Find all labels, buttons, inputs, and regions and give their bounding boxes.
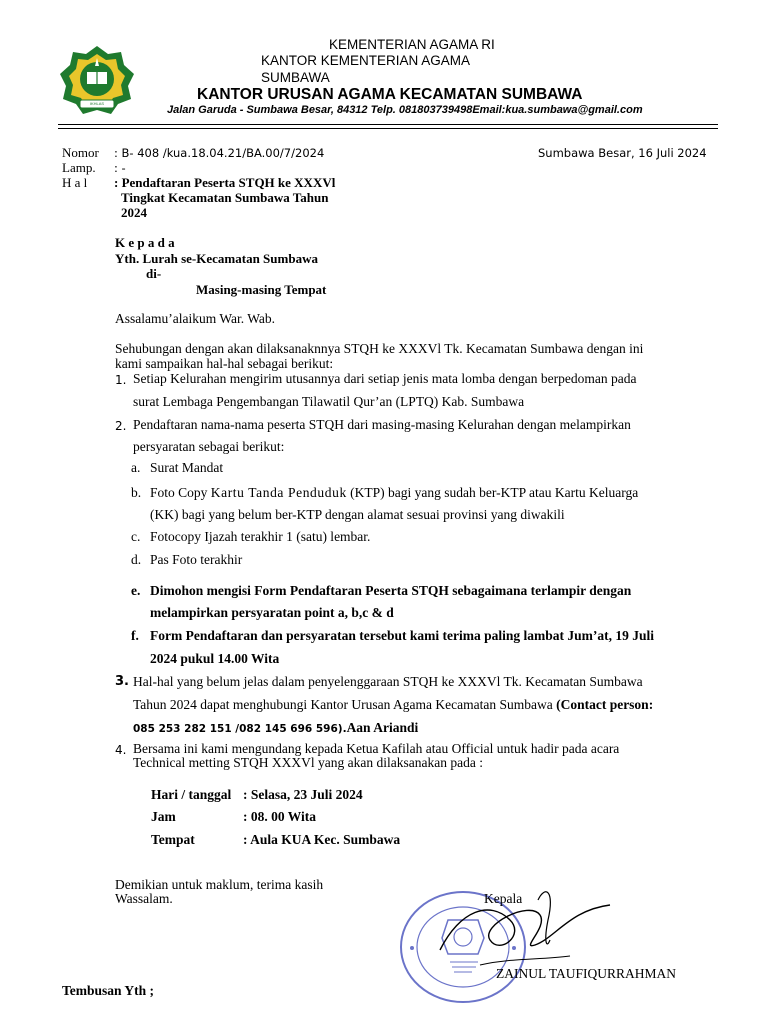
item3-line3 (133, 719, 418, 737)
sub-b-line2: (KK) bagi yang belum ber-KTP dengan alamat sesuai provinsi yang diwakili (150, 507, 565, 522)
item1-line2: surat Lembaga Pengembangan Tilawatil Qur’an (LPTQ) Kab. Sumbawa (133, 394, 525, 409)
sub-e-line1: Dimohon mengisi Form Pendaftaran Peserta STQH sebagaimana terlampir dengan (150, 583, 632, 598)
event-place-label: Tempat (151, 832, 195, 847)
contact-phone: 085 253 282 151 /082 145 696 596). (133, 723, 347, 735)
tembusan-label: Tembusan Yth ; (62, 983, 155, 998)
sub-f-line2: 2024 pukul 14.00 Wita (150, 651, 280, 666)
sub-b-letter: b. (131, 485, 142, 500)
sub-f-line1: Form Pendaftaran dan persyaratan tersebut kami terima paling lambat Jum’at, 19 Juli (150, 628, 654, 643)
sub-b-post: (KTP) bagi yang sudah ber-KTP atau Kartu Keluarga (346, 485, 639, 500)
item3-line1: Hal-hal yang belum jelas dalam penyelenggaraan STQH ke XXXVl Tk. Kecamatan Sumbawa (133, 674, 643, 689)
item3-line2-text: Tahun 2024 dapat menghubungi Kantor Urusan Agama Kecamatan Sumbawa (133, 697, 557, 712)
sub-a-text: Surat Mandat (150, 460, 224, 475)
ministry-name: KEMENTERIAN AGAMA RI (329, 37, 495, 52)
sub-b-line1 (150, 485, 638, 501)
event-time-label: Jam (151, 809, 176, 824)
closing-line1: Demikian untuk maklum, terima kasih (115, 877, 324, 892)
item4-line1: Bersama ini kami mengundang kepada Ketua Kafilah atau Official untuk hadir pada acara (133, 741, 620, 756)
hal-line2: Tingkat Kecamatan Sumbawa Tahun (121, 190, 329, 205)
item2-line1: Pendaftaran nama-nama peserta STQH dari masing-masing Kelurahan dengan melampirkan (133, 417, 631, 432)
nomor-value: : B- 408 /kua.18.04.21/BA.00/7/2024 (114, 146, 325, 160)
intro-line2: kami sampaikan hal-hal sebagai berikut: (115, 356, 334, 371)
event-day-value: : Selasa, 23 Juli 2024 (243, 787, 363, 802)
sub-b-pre: Foto Copy (150, 485, 211, 500)
hal-line1: : Pendaftaran Peserta STQH ke XXXVl (114, 175, 336, 190)
closing-line2: Wassalam. (115, 891, 173, 906)
hal-label: H a l (62, 175, 88, 190)
nomor-label: Nomor (62, 145, 99, 160)
signer-name: ZAINUL TAUFIQURRAHMAN (496, 966, 677, 981)
logo-motto: IKHLAS BERAMAL (87, 101, 107, 111)
event-day-label: Hari / tanggal (151, 787, 232, 802)
kua-name: KANTOR URUSAN AGAMA KECAMATAN SUMBAWA (197, 86, 583, 103)
sub-d-letter: d. (131, 552, 142, 567)
event-place-value: : Aula KUA Kec. Sumbawa (243, 832, 401, 847)
item1-number: 1. (115, 373, 127, 387)
hal-line3: 2024 (121, 205, 147, 220)
item4-number: 4. (115, 743, 127, 757)
kepada-label: K e p a d a (115, 235, 175, 250)
recipient-place: Masing-masing Tempat (196, 282, 327, 297)
sub-c-letter: c. (131, 529, 141, 544)
place-date: Sumbawa Besar, 16 Juli 2024 (538, 146, 707, 160)
sub-e-line2: melampirkan persyaratan point a, b,c & d (150, 605, 394, 620)
ministry-logo (58, 44, 136, 116)
office-name-line2: SUMBAWA (261, 70, 330, 85)
office-address: Jalan Garuda - Sumbawa Besar, 84312 Telp. 081803739498Email:kua.sumbawa@gmail.com (167, 104, 643, 116)
sub-f-letter: f. (131, 628, 139, 643)
item3-line2 (133, 697, 653, 713)
sub-c-text: Fotocopy Ijazah terakhir 1 (satu) lembar. (150, 529, 371, 544)
event-time-value: : 08. 00 Wita (243, 809, 317, 824)
sub-e-letter: e. (131, 583, 141, 598)
letterhead-divider (58, 124, 718, 125)
contact-name: Aan Ariandi (346, 720, 419, 735)
item2-number: 2. (115, 419, 127, 433)
item2-line2: persyaratan sebagai berikut: (133, 439, 285, 454)
sub-d-text: Pas Foto terakhir (150, 552, 243, 567)
sub-a-letter: a. (131, 460, 141, 475)
office-name-line1: KANTOR KEMENTERIAN AGAMA (261, 53, 471, 68)
recipient-di: di- (146, 266, 162, 281)
letterhead-divider-thin (58, 128, 718, 129)
item1-line1: Setiap Kelurahan mengirim utusannya dari setiap jenis mata lomba dengan berpedoman pada (133, 371, 637, 386)
signer-position: Kepala (484, 891, 523, 906)
lamp-value: : - (114, 161, 126, 175)
item3-number: 3. (115, 674, 129, 689)
intro-line1: Sehubungan dengan akan dilaksanaknnya STQH ke XXXVl Tk. Kecamatan Sumbawa dengan ini (115, 341, 644, 356)
recipient-name: Yth. Lurah se-Kecamatan Sumbawa (115, 251, 318, 266)
greeting: Assalamu’alaikum War. Wab. (115, 311, 276, 326)
item3-contact-label: (Contact person: (556, 697, 654, 712)
item4-line2: Technical metting STQH XXXVl yang akan dilaksanakan pada : (133, 755, 483, 770)
sub-b-ktp: Kartu Tanda Penduduk (210, 485, 347, 500)
lamp-label: Lamp. (62, 160, 96, 175)
